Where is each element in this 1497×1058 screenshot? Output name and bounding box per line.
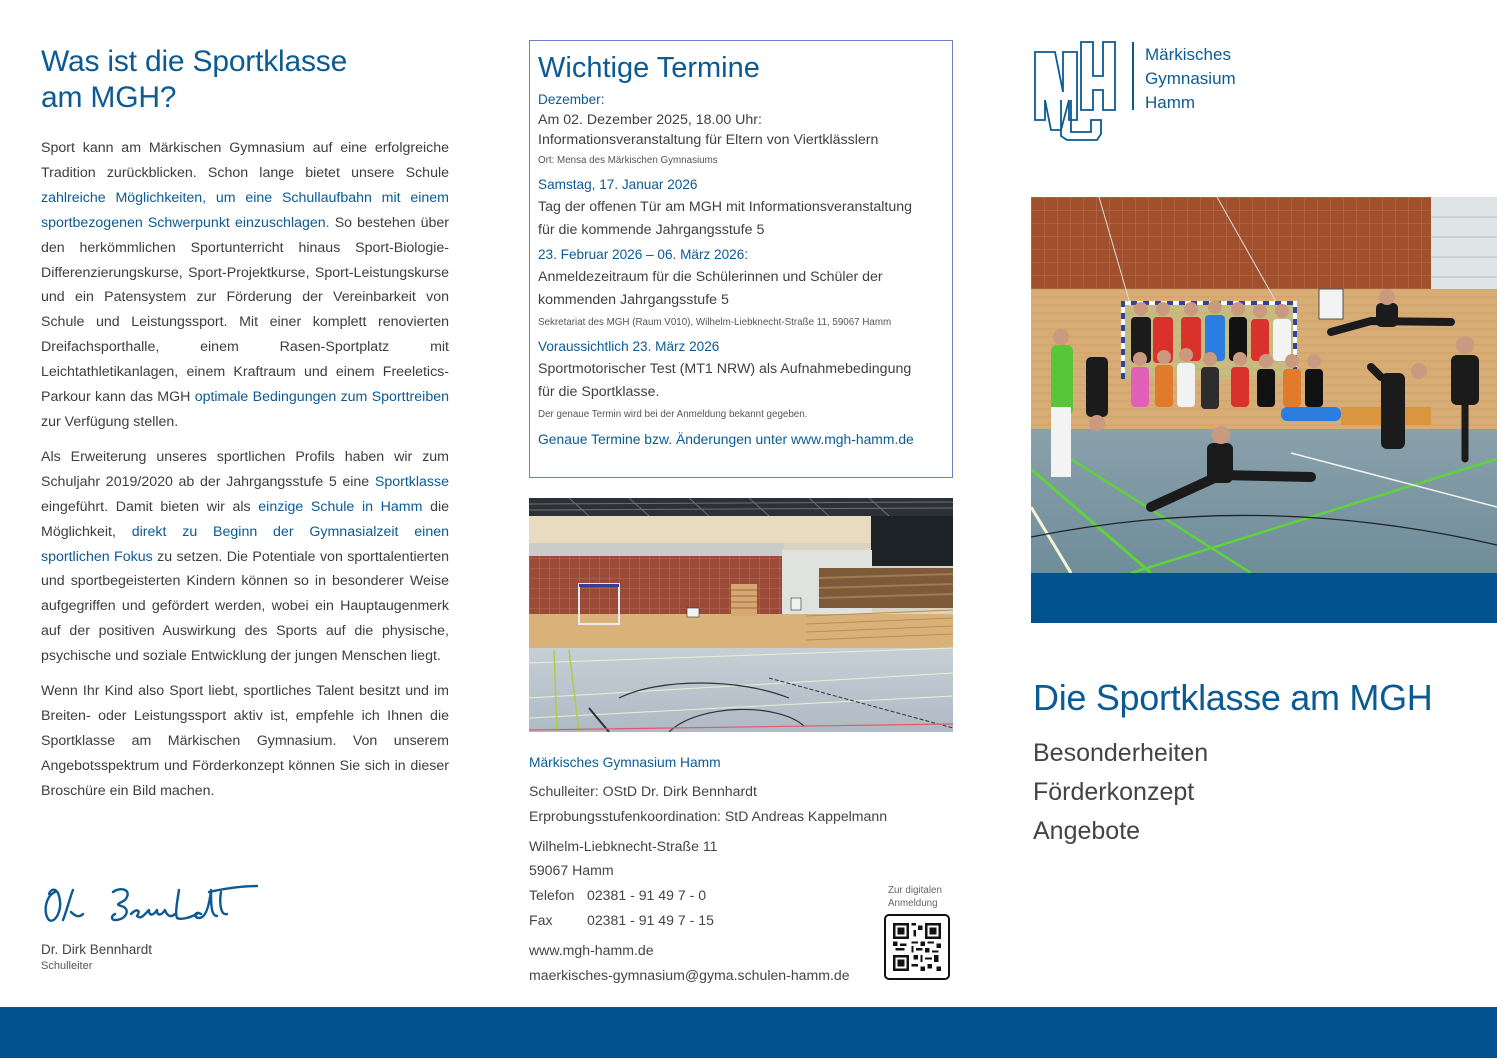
date-note: Sekretariat des MGH (Raum V010), Wilhelm-Liebknecht-Straße 11, 59067 Hamm (538, 317, 892, 328)
logo-line-1: Märkisches (1145, 45, 1231, 64)
intro-title (41, 44, 449, 116)
date-heading: Samstag, 17. Januar 2026 (538, 177, 698, 192)
text: So bestehen über den herkömmlichen Sportunterricht hinaus Sport-Biologie-Differenzierungskurse, Sport-Projektkurse, Sport-Leistungskurse und ein Patensystem zur Förderung der Vereinbarkeit von Schule und Leistungssport. Mit einer komplett renovierten Dreifachsporthalle, einem Rasen-Sportplatz mit Leichtathletikanlagen, einem Kraftraum und einem Freeletics-Parkour kann das MGH (41, 214, 450, 406)
logo-wordmark (1145, 43, 1236, 115)
logo-line-3: Hamm (1145, 93, 1196, 112)
signature-image (41, 880, 261, 928)
highlight-text: direkt zu Beginn der Gymnasialzeit einen sportlichen Fokus (41, 523, 449, 565)
qr-code-icon[interactable] (884, 914, 950, 980)
date-note: Ort: Mensa des Märkischen Gymnasiums (538, 155, 718, 166)
sports-hall-photo (529, 498, 953, 732)
cover-topics (1033, 734, 1208, 851)
signer-name: Dr. Dirk Bennhardt (41, 942, 153, 957)
date-text: für die kommende Jahrgangsstufe 5 (538, 222, 765, 238)
contact-info (529, 752, 888, 987)
dates-title: Wichtige Termine (538, 52, 760, 84)
logo-line-2: Gymnasium (1145, 69, 1236, 88)
intro-paragraph-1 (41, 136, 449, 435)
intro-title-line2: am MGH? (41, 81, 177, 114)
qr-caption-line1: Zur digitalen (888, 885, 942, 896)
dates-footer-link[interactable]: Genaue Termine bzw. Änderungen unter www.mgh-hamm.de (538, 431, 914, 447)
date-heading: Voraussichtlich 23. März 2026 (538, 339, 720, 354)
logo-divider (1132, 42, 1134, 110)
date-text: Sportmotorischer Test (MT1 NRW) als Aufnahmebedingung (538, 361, 912, 377)
fax-label: Fax (529, 911, 553, 928)
date-text: Anmeldezeitraum für die Schülerinnen und Schüler der (538, 269, 883, 285)
date-entry-registration (538, 244, 944, 334)
date-text: Informationsveranstaltung für Eltern von Viertklässlern (538, 131, 879, 148)
sportklasse-group-photo (1031, 197, 1497, 573)
intro-paragraph-3: Wenn Ihr Kind also Sport liebt, sportliches Talent besitzt und im Breiten- oder Leistungssport aktiv ist, empfehle ich Ihnen die Sportklasse am Märkischen Gymnasium. Von unserem Angebotsspektrum und Förderkonzept können Sie sich in dieser Broschüre ein Bild machen. (41, 683, 449, 799)
date-entry-december (538, 89, 944, 172)
text: zur Verfügung stellen. (41, 413, 179, 430)
date-text: für die Sportklasse. (538, 384, 660, 400)
phone-number[interactable]: 02381 - 91 49 7 - 0 (587, 887, 707, 904)
fax-number: 02381 - 91 49 7 - 15 (587, 911, 714, 928)
intro-panel (41, 44, 449, 814)
intro-title-line1: Was ist die Sportklasse (41, 45, 348, 78)
text: Sport kann am Märkischen Gymnasium auf eine erfolgreiche Tradition zurückblicken. Schon lange bietet unsere Schule (41, 140, 449, 181)
date-entry-open-day (538, 174, 944, 242)
intro-body (41, 136, 449, 804)
text: die Möglichkeit, (41, 498, 450, 540)
date-heading: 23. Februar 2026 – 06. März 2026: (538, 247, 749, 262)
qr-caption-line2: Anmeldung (888, 898, 938, 909)
signer-role: Schulleiter (41, 960, 93, 972)
principal: Schulleiter: OStD Dr. Dirk Bennhardt (529, 783, 757, 799)
important-dates-box (529, 40, 953, 478)
school-name: Märkisches Gymnasium Hamm (529, 755, 721, 770)
date-entry-motor-test (538, 336, 944, 426)
footer-accent-bar (0, 1007, 1497, 1058)
phone-row (529, 883, 869, 908)
photo-accent-bar (1031, 573, 1497, 623)
cover-topic-3: Angebote (1033, 817, 1141, 845)
highlight-text: optimale Bedingungen zum Sporttreiben (194, 389, 449, 406)
date-note: Der genaue Termin wird bei der Anmeldung bekannt gegeben. (538, 409, 808, 420)
cover-topic-2: Förderkonzept (1033, 778, 1195, 806)
date-text: kommenden Jahrgangsstufe 5 (538, 292, 729, 308)
phone-label: Telefon (529, 887, 575, 904)
fax-row (529, 908, 869, 933)
highlight-text: Sportklasse (374, 473, 449, 490)
highlight-text: zahlreiche Möglichkeiten, um eine Schullaufbahn mit einem sportbezogenen Schwerpunkt einzuschlagen. (41, 189, 449, 231)
highlight-text: einzige Schule in Hamm (258, 498, 423, 515)
text: eingeführt. Damit bieten wir als (41, 498, 259, 515)
qr-registration[interactable] (884, 884, 952, 980)
email-link[interactable]: maerkisches-gymnasium@gyma.schulen-hamm.de (529, 966, 850, 983)
city-address: 59067 Hamm (529, 862, 614, 879)
text: zu setzen. Die Potentiale von sporttalentierten und sportbegeisterten Kindern können so in besonderer Weise aufgegriffen und gefördert werden, wobei ein Hauptaugenmerk auf der positiven Auswirkung des Sports auf die physische, psychische und soziale Entwicklung der jungen Menschen liegt. (41, 548, 449, 665)
website-link[interactable]: www.mgh-hamm.de (529, 941, 654, 958)
intro-paragraph-2 (41, 445, 449, 669)
coordination: Erprobungsstufenkoordination: StD Andreas Kappelmann (529, 807, 888, 824)
cover-title: Die Sportklasse am MGH (1033, 677, 1433, 718)
street-address: Wilhelm-Liebknecht-Straße 11 (529, 837, 718, 854)
date-text: Am 02. Dezember 2025, 18.00 Uhr: (538, 112, 762, 128)
cover-topic-1: Besonderheiten (1033, 739, 1209, 767)
date-text: Tag der offenen Tür am MGH mit Informationsveranstaltung (538, 199, 913, 215)
qr-caption (884, 884, 952, 910)
date-heading: Dezember: (538, 92, 605, 107)
text: Als Erweiterung unseres sportlichen Profils haben wir zum Schuljahr 2019/2020 ab der Jahrgangsstufe 5 eine (41, 448, 449, 490)
